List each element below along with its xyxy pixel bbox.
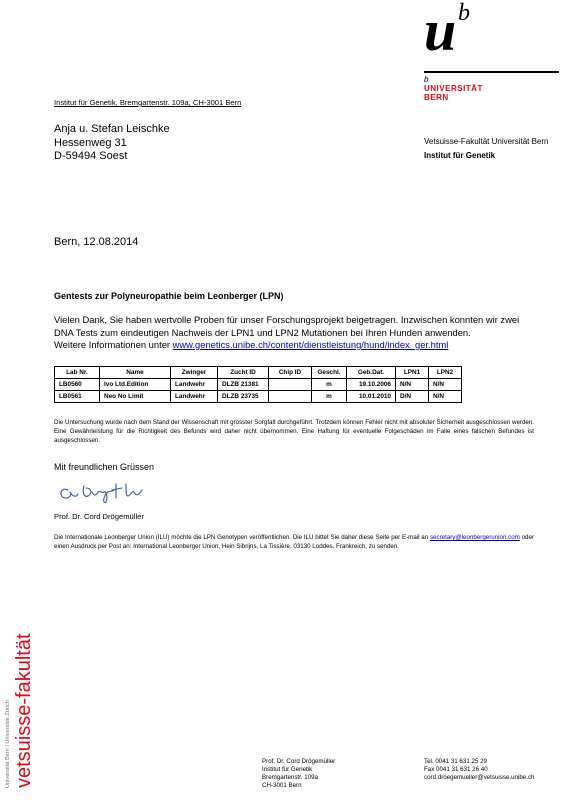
cell-zucht-id: DLZB 23735	[218, 391, 269, 403]
recipient-name: Anja u. Stefan Leischke	[54, 123, 170, 135]
faculty-side-banner	[0, 632, 40, 792]
table-row	[55, 391, 462, 403]
header-lab-nr: Lab Nr.	[55, 367, 100, 379]
cell-geschl: m	[312, 379, 347, 391]
letter-date: Bern, 12.08.2014	[54, 236, 139, 248]
cell-lab-nr: LB0560	[55, 379, 100, 391]
closing-greeting: Mit freundlichen Grüssen	[54, 462, 155, 472]
intro-text: Vielen Dank, Sie haben wertvolle Proben für unser Forschungsprojekt beigetragen. Inzwischen konnten wir zwei DNA Tests zum eindeutigen Nachweis der LPN1 und LPN2 Mutationen bei Ihren Hunden anwenden.	[54, 314, 520, 338]
logo-wordmark: u	[424, 2, 457, 62]
faculty-name: Vetsuisse-Fakultät Universität Bern	[424, 137, 549, 146]
footer-email: cord.droegemueller@vetsuisse.unibe.ch	[424, 774, 535, 781]
institute-name: Institut für Genetik	[424, 151, 496, 160]
cell-geb-dat: 10.01.2010	[347, 391, 396, 403]
info-link[interactable]: www.genetics.unibe.ch/content/dienstleistung/hund/index_ger.html	[172, 339, 449, 350]
header-zucht-id: Zucht ID	[218, 367, 269, 379]
footer-phone: Tel. 0041 31 631 25 29	[424, 758, 487, 765]
logo-small-b: b	[424, 75, 429, 84]
footer-city: CH-3001 Bern	[262, 782, 302, 789]
logo-superscript: b	[458, 2, 470, 26]
header-lpn1: LPN1	[396, 367, 429, 379]
cell-lpn1: N/N	[396, 379, 429, 391]
header-chip-id: Chip ID	[269, 367, 312, 379]
disclaimer-text: Die Untersuchung wurde nach dem Stand der Wissenschaft mit grösster Sorgfalt durchgeführt. Trotzdem können Fehler nicht mit absoluter Sicherheit ausgeschlossen werden. Eine Gewährleistung für die Richtigkeit des Befunds wird daher nicht übernommen. Eine Haftung für eventuelle Folgeschäden im Falle eines falschen Befundes ist ausgeschlossen.	[54, 419, 534, 444]
intro-paragraph	[54, 314, 524, 352]
handwritten-signature	[56, 476, 166, 506]
logo-line-universitat: UNIVERSITÄT	[424, 84, 483, 93]
header-geschl: Geschl.	[312, 367, 347, 379]
faculty-block	[424, 135, 549, 163]
header-lpn2: LPN2	[429, 367, 462, 379]
footer-name: Prof. Dr. Cord Drögemüller	[262, 758, 336, 765]
footer-contact-details	[424, 758, 535, 782]
cell-name: Ivo Ltd.Edition	[100, 379, 171, 391]
header-geb-dat: Geb.Dat.	[347, 367, 396, 379]
logo-university-name	[424, 84, 483, 102]
footer-street: Bremgartenstr. 109a	[262, 774, 319, 781]
intro-more-info: Weitere Informationen unter	[54, 339, 173, 350]
recipient-street: Hessenweg 31	[54, 136, 127, 149]
table-header-row	[55, 367, 462, 379]
ilu-text-2: oder einen Ausdruck per Post an: International Leonberger Union, Hein Sibrijns, La Tissière, 03130 Loddes, Frankreich, zu senden.	[54, 534, 534, 551]
letter-subject: Gentests zur Polyneuropathie beim Leonberger (LPN)	[54, 291, 284, 301]
cell-geb-dat: 19.10.2006	[347, 379, 396, 391]
signer-name: Prof. Dr. Cord Drögemüller	[54, 512, 144, 521]
cell-lpn2: N/N	[429, 391, 462, 403]
header-zwinger: Zwinger	[171, 367, 218, 379]
ilu-paragraph	[54, 533, 534, 552]
results-table	[54, 366, 462, 403]
cell-chip-id	[269, 391, 312, 403]
footer-institute: Institut für Genetik	[262, 766, 313, 773]
footer-contact-address	[262, 758, 335, 790]
recipient-city: D-59494 Soest	[54, 150, 128, 162]
cell-zwinger: Landwehr	[171, 391, 218, 403]
recipient-address	[54, 123, 170, 164]
side-large-text: vetsuisse-fakultät	[13, 633, 35, 788]
ilu-text-1: Die Internationale Leonberger Union (ILU) möchte die LPN Genotypen veröffentlichen. Die ILU bittet Sie daher diese Seite per E-mail an	[54, 534, 429, 541]
cell-name: Neo No Limit	[100, 391, 171, 403]
footer-fax: Fax 0041 31 631 26 40	[424, 766, 488, 773]
side-small-text: Universität Bern | Universität Zürich	[5, 700, 11, 788]
cell-zucht-id: DLZB 21381	[218, 379, 269, 391]
cell-lab-nr: LB0561	[55, 391, 100, 403]
university-logo	[424, 2, 484, 62]
ilu-email-link[interactable]: secretary@leonbergerunion.com	[429, 534, 520, 541]
logo-rule	[424, 71, 559, 73]
cell-lpn2: N/N	[429, 379, 462, 391]
cell-chip-id	[269, 379, 312, 391]
logo-line-bern: BERN	[424, 93, 449, 102]
sender-address-line: Institut für Genetik, Bremgartenstr. 109a, CH-3001 Bern	[54, 98, 242, 107]
table-row	[55, 379, 462, 391]
cell-geschl: m	[312, 391, 347, 403]
header-name: Name	[100, 367, 171, 379]
cell-lpn1: D/N	[396, 391, 429, 403]
cell-zwinger: Landwehr	[171, 379, 218, 391]
